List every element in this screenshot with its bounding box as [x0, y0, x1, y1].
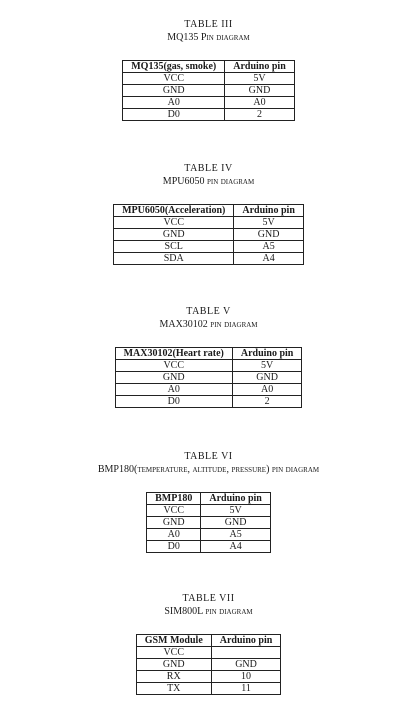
table-caption: MPU6050 pin diagram: [162, 176, 255, 187]
table-caption: SIM800L pin diagram: [164, 606, 253, 617]
table-row: [123, 97, 295, 109]
table-cell: D0: [115, 396, 232, 408]
table-row: [123, 109, 295, 121]
table-cell: VCC: [114, 217, 234, 229]
table-row: [114, 253, 304, 265]
pin-table-max30102: [115, 347, 303, 408]
table-row: [114, 241, 304, 253]
table-cell: GND: [201, 517, 271, 529]
pin-table-sim800l: [136, 634, 282, 695]
table-cell: D0: [147, 541, 201, 553]
table-cell: SDA: [114, 253, 234, 265]
table-row: [147, 505, 271, 517]
table-cell: RX: [136, 671, 211, 683]
table-cell: GND: [114, 229, 234, 241]
table-cell: GND: [123, 85, 225, 97]
table-block-bmp180: [0, 451, 417, 553]
column-header: Arduino pin: [232, 348, 302, 360]
table-row: [147, 517, 271, 529]
table-row: [115, 372, 302, 384]
table-cell: A5: [201, 529, 271, 541]
table-cell: GND: [115, 372, 232, 384]
table-row: [123, 85, 295, 97]
pin-table-bmp180: [146, 492, 271, 553]
table-row: [136, 683, 281, 695]
table-cell: 5V: [225, 73, 295, 85]
table-number: TABLE IV: [184, 163, 233, 174]
table-cell: 11: [211, 683, 281, 695]
table-row: [136, 647, 281, 659]
table-block-max30102: [0, 306, 417, 408]
pin-table-mpu6050: [113, 204, 304, 265]
table-cell: GND: [232, 372, 302, 384]
table-cell: VCC: [123, 73, 225, 85]
column-header: MQ135(gas, smoke): [123, 61, 225, 73]
table-cell: A0: [115, 384, 232, 396]
table-row: [123, 73, 295, 85]
table-row: [115, 384, 302, 396]
table-cell: A0: [147, 529, 201, 541]
table-cell: GND: [234, 229, 304, 241]
table-number: TABLE VI: [184, 451, 233, 462]
table-cell: A4: [234, 253, 304, 265]
column-header: Arduino pin: [225, 61, 295, 73]
table-row: [115, 360, 302, 372]
table-caption: MQ135 Pin diagram: [167, 32, 250, 43]
column-header: MPU6050(Acceleration): [114, 205, 234, 217]
table-row: [114, 217, 304, 229]
table-cell: GND: [136, 659, 211, 671]
table-block-mq135: [0, 19, 417, 121]
table-cell: A0: [232, 384, 302, 396]
table-cell: 10: [211, 671, 281, 683]
table-cell: VCC: [147, 505, 201, 517]
table-cell: 5V: [234, 217, 304, 229]
table-caption: MAX30102 pin diagram: [159, 319, 258, 330]
table-block-mpu6050: [0, 163, 417, 265]
table-row: [147, 541, 271, 553]
table-cell: 2: [232, 396, 302, 408]
table-row: [115, 396, 302, 408]
column-header: GSM Module: [136, 635, 211, 647]
table-cell: A0: [225, 97, 295, 109]
table-cell: A0: [123, 97, 225, 109]
table-cell: GND: [211, 659, 281, 671]
table-cell: VCC: [115, 360, 232, 372]
table-row: [136, 671, 281, 683]
pin-table-mq135: [122, 60, 295, 121]
table-row: [147, 529, 271, 541]
table-cell: [211, 647, 281, 659]
table-row: [136, 659, 281, 671]
column-header: Arduino pin: [211, 635, 281, 647]
column-header: Arduino pin: [234, 205, 304, 217]
column-header: BMP180: [147, 493, 201, 505]
table-caption: BMP180(temperature, altitude, pressure) pin diagram: [97, 464, 320, 475]
column-header: MAX30102(Heart rate): [115, 348, 232, 360]
table-number: TABLE V: [186, 306, 231, 317]
column-header: Arduino pin: [201, 493, 271, 505]
table-cell: GND: [225, 85, 295, 97]
table-cell: D0: [123, 109, 225, 121]
table-cell: A4: [201, 541, 271, 553]
table-cell: GND: [147, 517, 201, 529]
table-cell: TX: [136, 683, 211, 695]
table-block-sim800l: [0, 593, 417, 695]
table-cell: SCL: [114, 241, 234, 253]
table-row: [114, 229, 304, 241]
table-cell: A5: [234, 241, 304, 253]
table-number: TABLE VII: [182, 593, 235, 604]
table-number: TABLE III: [184, 19, 233, 30]
table-cell: VCC: [136, 647, 211, 659]
table-cell: 5V: [232, 360, 302, 372]
table-cell: 5V: [201, 505, 271, 517]
table-cell: 2: [225, 109, 295, 121]
